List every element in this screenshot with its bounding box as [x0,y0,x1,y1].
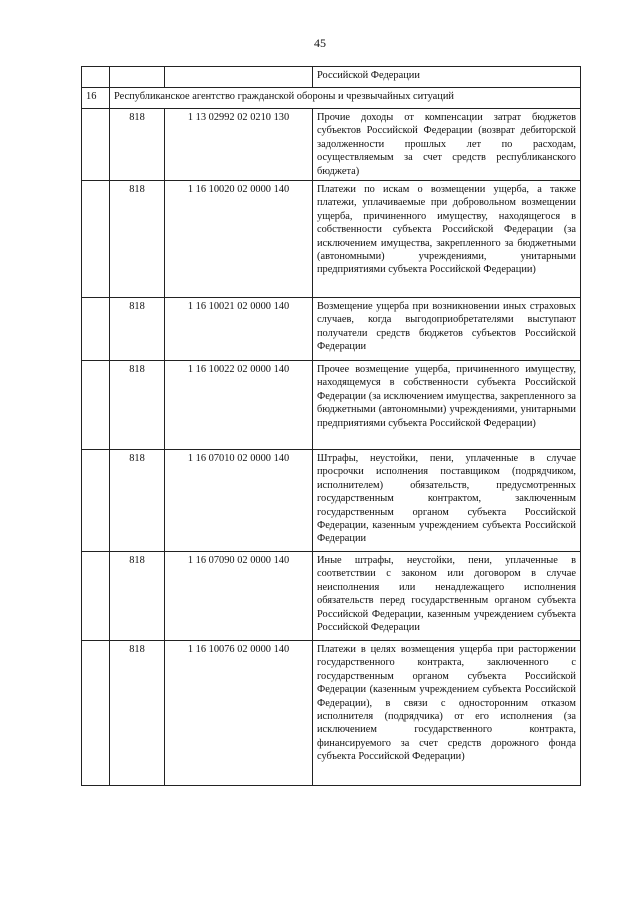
cell-number [82,552,110,641]
cell-number [82,361,110,450]
cell-number [82,181,110,298]
cell-admin-code: 818 [110,450,165,552]
table-row [82,109,581,181]
cell-number [82,450,110,552]
cell-revenue-code: 1 16 10076 02 0000 140 [165,641,313,786]
table-row [82,552,581,641]
cell-admin-code: 818 [110,641,165,786]
cell-description: Российской Федерации [313,67,581,88]
cell-admin-code: 818 [110,552,165,641]
cell-revenue-code: 1 16 10021 02 0000 140 [165,298,313,361]
section-number: 16 [82,88,110,109]
cell-description: Прочее возмещение ущерба, причиненного имуществу, находящемуся в собственности субъекта Российской Федерации (за исключением имущества, закрепленного за бюджетными (автономными) учреждениями, унитарными предприятиями субъекта Российской Федерации) [313,361,581,450]
cell-description: Штрафы, неустойки, пени, уплаченные в случае просрочки исполнения поставщиком (подрядчиком, исполнителем) обязательств, предусмотренных государственным контрактом, заключенным государственным органом субъекта Российской Федерации, казенным учреждением субъекта Российской Федерации [313,450,581,552]
cell-admin-code: 818 [110,298,165,361]
cell-admin-code: 818 [110,181,165,298]
table-row [82,298,581,361]
cell-admin-code: 818 [110,109,165,181]
table-row-section [82,88,581,109]
table-row [82,361,581,450]
table-row [82,450,581,552]
cell-number [82,298,110,361]
cell-description: Платежи в целях возмещения ущерба при расторжении государственного контракта, заключенного с государственным органом субъекта Российской Федерации (казенным учреждением субъекта Российской Федерации), в связи с односторонним отказом исполнителя (подрядчика) от его исполнения (за исключением государственного контракта, финансируемого за счет средств дорожного фонда субъекта Российской Федерации) [313,641,581,786]
cell-revenue-code: 1 16 10022 02 0000 140 [165,361,313,450]
section-title: Республиканское агентство гражданской обороны и чрезвычайных ситуаций [110,88,581,109]
cell-revenue-code: 1 16 07010 02 0000 140 [165,450,313,552]
table-row [82,181,581,298]
cell-description: Прочие доходы от компенсации затрат бюджетов субъектов Российской Федерации (возврат дебиторской задолженности прошлых лет по расходам, осуществляемым за счет средств республиканского бюджета) [313,109,581,181]
cell-revenue-code [165,67,313,88]
revenue-codes-table [81,66,581,786]
cell-revenue-code: 1 16 07090 02 0000 140 [165,552,313,641]
cell-admin-code [110,67,165,88]
cell-revenue-code: 1 16 10020 02 0000 140 [165,181,313,298]
cell-description: Платежи по искам о возмещении ущерба, а также платежи, уплачиваемые при добровольном возмещении ущерба, причиненного имуществу, находящегося в собственности субъекта Российской Федерации (за исключением имущества, закрепленного за бюджетными (автономными) учреждениями, унитарными предприятиями субъекта Российской Федерации) [313,181,581,298]
cell-number [82,109,110,181]
cell-number [82,67,110,88]
cell-revenue-code: 1 13 02992 02 0210 130 [165,109,313,181]
page-number: 45 [314,36,326,50]
table-row [82,641,581,786]
table-row-continuation [82,67,581,88]
cell-description: Возмещение ущерба при возникновении иных страховых случаев, когда выгодоприобретателями выступают получатели средств бюджетов субъектов Российской Федерации [313,298,581,361]
cell-description: Иные штрафы, неустойки, пени, уплаченные в соответствии с законом или договором в случае неисполнения или ненадлежащего исполнения обязательств перед государственным органом субъекта Российской Федерации, казенным учреждением субъекта Российской Федерации [313,552,581,641]
cell-number [82,641,110,786]
cell-admin-code: 818 [110,361,165,450]
